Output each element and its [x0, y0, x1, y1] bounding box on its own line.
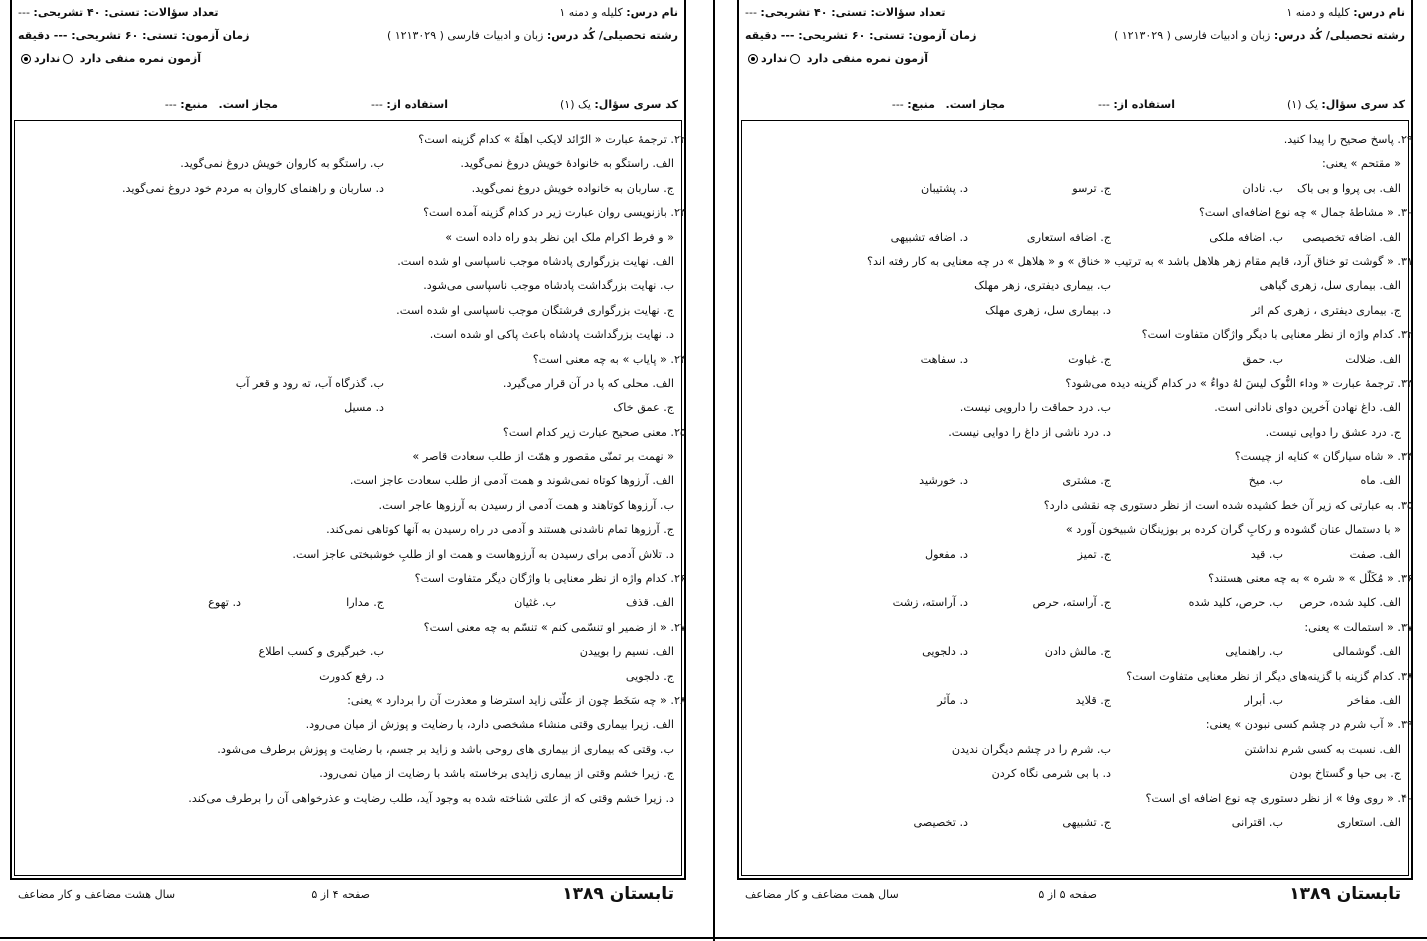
option-row — [741, 396, 1413, 420]
series-value: یک (۱) — [1286, 98, 1318, 111]
question-quote: « مقتحم » یعنی: — [1321, 157, 1401, 171]
radio-yes-icon — [790, 54, 800, 64]
option[interactable]: الف. نسبت به کسی شرم نداشتن — [1244, 742, 1401, 756]
question-stem — [741, 665, 1413, 689]
question-number: ۳۹. — [1397, 718, 1413, 732]
question-number: ۳۵. — [1397, 498, 1413, 512]
option[interactable]: الف. کلید شده، حرص — [1299, 596, 1401, 610]
question-text: به عبارتی که زیر آن خط کشیده شده است از نظر دستوری چه نقشی دارد؟ — [1043, 498, 1394, 512]
question-stem — [741, 713, 1413, 737]
option[interactable]: ب. بیماری دیفتری، زهر مهلک — [974, 279, 1111, 293]
question-count-label: تعداد سؤالات: تستی: ۴۰ تشریحی: — [760, 6, 946, 19]
option-row — [14, 640, 686, 664]
option[interactable]: ب. گذرگاه آب، ته رود و قعر آب — [235, 376, 384, 390]
question-quote-row — [741, 152, 1413, 176]
option[interactable]: ب. شرم را در چشم دیگران ندیدن — [951, 742, 1111, 756]
question-number: ۲۲. — [670, 133, 686, 146]
usage-value: --- — [1097, 98, 1110, 111]
option-row — [14, 591, 686, 615]
question-text: کدام واژه از نظر معنایی با واژگان دیگر متفاوت است؟ — [414, 572, 667, 586]
question-text: « آب شرم در چشم کسی نبودن » یعنی: — [1205, 718, 1394, 732]
time-label: زمان آزمون: تستی: ۶۰ تشریحی: --- دقیقه — [745, 29, 977, 42]
question-text: کدام گزینه با گزینه‌های دیگر از نظر معنایی متفاوت است؟ — [1126, 669, 1394, 683]
option[interactable]: ج. مشتری — [1062, 474, 1111, 488]
option[interactable]: د. خورشید — [919, 474, 968, 488]
option-row — [14, 250, 686, 274]
source-value: --- — [891, 98, 904, 111]
option[interactable]: ج. قلاید — [1075, 693, 1111, 707]
option[interactable]: الف. نسیم را بوییدن — [579, 645, 674, 659]
option[interactable]: د. مسیل — [344, 401, 384, 415]
question-text: « چه سَخَط چون از علّتی زاید استرضا و معذرت آن را بردارد » یعنی: — [347, 693, 667, 707]
option[interactable]: الف. گوشمالی — [1332, 645, 1401, 659]
option[interactable]: الف. بیماری سل، زهری گیاهی — [1259, 279, 1401, 293]
option-row — [14, 518, 686, 542]
page-divider — [713, 0, 715, 941]
option[interactable]: ج. نهایت بزرگواری فرشتگان موجب ناسپاسی او شده است. — [396, 303, 674, 317]
source-label: منبع: — [180, 98, 208, 111]
option-row — [14, 152, 686, 176]
option[interactable]: ب. وقتی که بیماری از بیماری های روحی باشد و زاید بر جسم، با رضایت و پوزش برطرف می‌شود. — [217, 742, 674, 756]
option[interactable]: د. دلجویی — [922, 645, 968, 659]
option-row — [741, 348, 1413, 372]
negative-no-label: ندارد — [34, 52, 61, 65]
option-row — [741, 177, 1413, 201]
question-number: ۲۵. — [670, 425, 686, 439]
question-count-value: --- — [745, 6, 757, 19]
option[interactable]: ج. مالش دادن — [1044, 645, 1111, 659]
question-text: « پایاب » به چه معنی است؟ — [532, 352, 667, 366]
question-stem — [14, 616, 686, 640]
option[interactable]: ج. بی حیا و گستاخ بودن — [1289, 767, 1401, 781]
option-row — [741, 469, 1413, 493]
option-row — [14, 762, 686, 786]
question-text: کدام واژه از نظر معنایی با دیگر واژگان متفاوت است؟ — [1141, 328, 1394, 342]
question-stem — [741, 445, 1413, 469]
question-count-label: تعداد سؤالات: تستی: ۴۰ تشریحی: — [33, 6, 219, 19]
course-label: نام درس: — [1353, 6, 1405, 19]
option[interactable]: الف. بی پروا و بی باک — [1296, 181, 1401, 195]
course-value: کلیله و دمنه ۱ — [559, 6, 623, 19]
negative-mark-label: آزمون نمره منفی دارد — [79, 52, 202, 65]
question-text: « از ضمیر او تنسّمی کنم » تنسّم به چه معنی است؟ — [423, 620, 667, 634]
option[interactable]: د. مآثر — [937, 693, 968, 707]
allowed-label: مجاز است. — [218, 98, 278, 111]
question-stem — [14, 201, 686, 225]
option[interactable]: ج. غباوت — [1068, 352, 1111, 366]
option[interactable]: ب. اضافه ملکی — [1209, 230, 1283, 244]
option[interactable]: ج. عمق خاک — [613, 401, 674, 415]
option[interactable]: الف. داغ نهادن آخرین دوای نادانی است. — [1214, 401, 1401, 415]
option[interactable]: ج. تشبیهی — [1062, 815, 1111, 829]
option[interactable]: ب. آرزوها کوتاهند و همت آدمی از رسیدن به آرزوها عاجر است. — [378, 498, 674, 512]
option-row — [741, 640, 1413, 664]
option-row — [741, 738, 1413, 762]
option[interactable]: د. با بی شرمی نگاه کردن — [991, 767, 1111, 781]
option[interactable]: ج. تمیز — [1077, 547, 1111, 561]
option-row — [14, 665, 686, 689]
option[interactable]: ج. درد عشق را دوایی نیست. — [1265, 425, 1401, 439]
option-row — [741, 274, 1413, 298]
option[interactable]: د. رفع کدورت — [319, 669, 384, 683]
exam-page — [727, 0, 1427, 941]
question-count-value: --- — [18, 6, 30, 19]
question-number: ۲۶. — [670, 572, 686, 586]
question-quote-row — [14, 445, 686, 469]
option[interactable]: د. مفعول — [924, 547, 968, 561]
question-stem — [741, 787, 1413, 811]
option[interactable]: ج. آراسته، حرص — [1032, 596, 1111, 610]
option[interactable]: الف. قذف — [625, 596, 674, 610]
question-text: « شاه سیارگان » کنایه از چیست؟ — [1234, 450, 1394, 464]
question-text: « مُکَلّل » « شره » به چه معنی هستند؟ — [1208, 572, 1394, 586]
radio-no-icon — [21, 54, 31, 64]
question-text: « روی وفا » از نظر دستوری چه نوع اضافه ای است؟ — [1145, 791, 1394, 805]
option-row — [741, 762, 1413, 786]
question-text: « استمالت » یعنی: — [1304, 620, 1394, 634]
option[interactable]: ب. میخ — [1248, 474, 1283, 488]
page-number: صفحه ۴ از ۵ — [311, 888, 370, 901]
option[interactable]: ج. آرزوها تمام ناشدنی هستند و آدمی در راه رسیدن به آنها کوتاهی نمی‌کند. — [326, 523, 674, 537]
option[interactable]: ج. ترسو — [1072, 181, 1111, 195]
option-row — [741, 299, 1413, 323]
option[interactable]: ب. قید — [1250, 547, 1283, 561]
question-stem — [741, 250, 1413, 274]
question-number: ۲۴. — [670, 352, 686, 366]
question-stem — [14, 689, 686, 713]
page-footer — [737, 884, 1413, 908]
question-number: ۳۴. — [1397, 450, 1413, 464]
option[interactable]: د. نهایت بزرگداشت پادشاه باعث پاکی او شده است. — [429, 328, 674, 342]
option[interactable]: الف. ماه — [1360, 474, 1401, 488]
question-quote-row — [14, 226, 686, 250]
question-text: ترجمهٔ عبارت « وداء النُّوک لیسَ لهُ دواءُ » در کدام گزینه دیده می‌شود؟ — [1065, 376, 1394, 390]
option-row — [14, 494, 686, 518]
question-number: ۳۱. — [1397, 254, 1413, 268]
option[interactable]: د. اضافه تشبیهی — [890, 230, 968, 244]
option-row — [14, 372, 686, 396]
option[interactable]: ب. أبرار — [1244, 693, 1283, 707]
option[interactable]: الف. اضافه تخصیصی — [1302, 230, 1401, 244]
option[interactable]: الف. صفت — [1349, 547, 1401, 561]
option-row — [14, 713, 686, 737]
option[interactable]: ب. نادان — [1242, 181, 1283, 195]
option[interactable]: الف. آرزوها کوتاه نمی‌شوند و همت آدمی از طلب سعادت عاجز است. — [349, 474, 674, 488]
option[interactable]: ب. غثیان — [514, 596, 556, 610]
source-value: --- — [164, 98, 177, 111]
field-label: رشته تحصیلی/ کُد درس: — [1273, 29, 1405, 42]
option-row — [741, 543, 1413, 567]
year-slogan: سال همت مضاعف و کار مضاعف — [745, 888, 899, 901]
option-row — [14, 299, 686, 323]
question-number: ۲۳. — [670, 206, 686, 220]
question-number: ۳۲. — [1397, 328, 1413, 342]
series-label: کد سری سؤال: — [1321, 98, 1405, 111]
page-number: صفحه ۵ از ۵ — [1038, 888, 1097, 901]
option-row — [14, 396, 686, 420]
time-label: زمان آزمون: تستی: ۶۰ تشریحی: --- دقیقه — [18, 29, 250, 42]
exam-header — [18, 2, 678, 118]
question-stem — [14, 421, 686, 445]
question-stem — [741, 567, 1413, 591]
option[interactable]: ب. راستگو به کاروان خویش دروغ نمی‌گوید. — [180, 157, 384, 171]
option[interactable]: الف. زیرا بیماری وقتی منشاء مشخصی دارد، با رضایت و پوزش از میان می‌رود. — [305, 718, 674, 732]
option[interactable]: د. تخصیصی — [913, 815, 968, 829]
option[interactable]: ج. بیماری دیفتری ، زهری کم اثر — [1251, 303, 1401, 317]
question-stem — [741, 323, 1413, 347]
series-value: یک (۱) — [559, 98, 591, 111]
option[interactable]: د. تهوع — [208, 596, 241, 610]
option[interactable]: د. آراسته، زشت — [892, 596, 968, 610]
option[interactable]: الف. نهایت بزرگواری پادشاه موجب ناسپاسی او شده است. — [397, 254, 674, 268]
option[interactable]: ج. زیرا خشم وقتی از بیماری زایدی برخاسته باشد با رضایت از میان نمی‌رود. — [319, 767, 674, 781]
option[interactable]: ب. نهایت بزرگداشت پادشاه موجب ناسپاسی می‌شود. — [423, 279, 674, 293]
question-number: ۴۰. — [1397, 791, 1413, 805]
question-list — [741, 128, 1413, 835]
question-text: « گوشت تو خناق آرد، قایم مقام زهر هلاهل باشد » به ترتیب « خناق » و « هلاهل » در چه معنایی به کار رفته اند؟ — [867, 254, 1394, 268]
option[interactable]: ب. درد حماقت را دارویی نیست. — [959, 401, 1111, 415]
question-stem — [741, 201, 1413, 225]
option-row — [14, 787, 686, 811]
question-number: ۲۸. — [670, 693, 686, 707]
option[interactable]: الف. محلی که پا در آن قرار می‌گیرد. — [502, 376, 674, 390]
option-row — [741, 591, 1413, 615]
option[interactable]: الف. استعاری — [1336, 815, 1401, 829]
radio-no-icon — [748, 54, 758, 64]
question-quote: « و فرط اکرام ملک این نظر بدو راه داده است » — [445, 230, 674, 244]
question-stem — [741, 128, 1413, 152]
usage-label: استفاده از: — [386, 98, 448, 111]
usage-value: --- — [370, 98, 383, 111]
exam-season: تابستان ۱۳۸۹ — [562, 884, 674, 904]
option-row — [14, 274, 686, 298]
usage-label: استفاده از: — [1113, 98, 1175, 111]
option[interactable]: د. بیماری سل، زهری مهلک — [985, 303, 1111, 317]
question-number: ۲۹. — [1397, 133, 1413, 146]
question-text: ترجمهٔ عبارت « الرّائد لایکب اهلَهُ » کدام گزینه است؟ — [418, 133, 667, 146]
field-label: رشته تحصیلی/ کُد درس: — [546, 29, 678, 42]
question-stem — [741, 616, 1413, 640]
series-label: کد سری سؤال: — [594, 98, 678, 111]
option[interactable]: د. سفاهت — [920, 352, 968, 366]
option[interactable]: د. درد ناشی از داغ را دوایی نیست. — [948, 425, 1111, 439]
year-slogan: سال هشت مضاعف و کار مضاعف — [18, 888, 176, 901]
option-row — [741, 689, 1413, 713]
option-row — [14, 177, 686, 201]
field-value: زبان و ادبیات فارسی ( ۱۲۱۳۰۲۹ ) — [1113, 29, 1271, 42]
option-row — [741, 421, 1413, 445]
page-footer — [10, 884, 686, 908]
question-number: ۳۸. — [1397, 669, 1413, 683]
question-stem — [741, 372, 1413, 396]
question-text: معنی صحیح عبارت زیر کدام است؟ — [502, 425, 667, 439]
course-label: نام درس: — [626, 6, 678, 19]
option[interactable]: الف. راستگو به خانوادهٔ خویش دروغ نمی‌گوید. — [460, 157, 674, 171]
radio-yes-icon — [63, 54, 73, 64]
option[interactable]: د. زیرا خشم وقتی که از علتی شناخته شده به وجود آید، طلب رضایت و عذرخواهی آن را برطرف می‌کند. — [188, 791, 674, 805]
option-row — [741, 226, 1413, 250]
exam-header — [745, 2, 1405, 118]
option[interactable]: الف. مفاخر — [1347, 693, 1401, 707]
question-text: بازنویسی روان عبارت زیر در کدام گزینه آمده است؟ — [423, 206, 667, 220]
course-value: کلیله و دمنه ۱ — [1286, 6, 1350, 19]
question-quote: « نهمت بر تمنّی مقصور و همّت از طلب سعادت قاصر » — [412, 450, 674, 464]
question-quote-row — [741, 518, 1413, 542]
question-quote: « با دستمال عنان گشوده و رکابِ گران کرده بر بوزینگان شبیخون آورد » — [1065, 523, 1401, 537]
option[interactable]: ج. دلجویی — [625, 669, 674, 683]
allowed-label: مجاز است. — [945, 98, 1005, 111]
option[interactable]: ب. راهنمایی — [1225, 645, 1283, 659]
question-text: « مشاطهٔ جمال » چه نوع اضافه‌ای است؟ — [1198, 206, 1394, 220]
question-number: ۳۶. — [1397, 572, 1413, 586]
option-row — [14, 543, 686, 567]
question-number: ۲۷. — [670, 620, 686, 634]
option[interactable]: ج. مدارا — [346, 596, 384, 610]
question-text: پاسخ صحیح را پیدا کنید. — [1283, 133, 1394, 146]
exam-season: تابستان ۱۳۸۹ — [1289, 884, 1401, 904]
exam-page — [0, 0, 700, 941]
question-list — [14, 128, 686, 811]
source-label: منبع: — [907, 98, 935, 111]
question-stem — [14, 567, 686, 591]
option[interactable]: د. ساربان و راهنمای کاروان به مردم خود دروغ نمی‌گوید. — [121, 181, 384, 195]
negative-mark-label: آزمون نمره منفی دارد — [806, 52, 929, 65]
option-row — [14, 469, 686, 493]
field-value: زبان و ادبیات فارسی ( ۱۲۱۳۰۲۹ ) — [386, 29, 544, 42]
question-number: ۳۳. — [1397, 376, 1413, 390]
option[interactable]: د. پشتیبان — [921, 181, 968, 195]
option[interactable]: ج. ساربان به خانواده خویش دروغ نمی‌گوید. — [471, 181, 674, 195]
option[interactable]: ج. اضافه استعاری — [1026, 230, 1111, 244]
question-number: ۳۷. — [1397, 620, 1413, 634]
option[interactable]: ب. خبرگیری و کسب اطلاع — [258, 645, 384, 659]
option[interactable]: ب. حرص، کلید شده — [1188, 596, 1283, 610]
question-stem — [741, 494, 1413, 518]
question-number: ۳۰. — [1397, 206, 1413, 220]
option-row — [14, 738, 686, 762]
option[interactable]: ب. اقترانی — [1231, 815, 1283, 829]
option[interactable]: ب. حمق — [1242, 352, 1283, 366]
negative-no-label: ندارد — [761, 52, 788, 65]
option[interactable]: الف. ضلالت — [1345, 352, 1401, 366]
option[interactable]: د. تلاش آدمی برای رسیدن به آرزوهاست و همت او از طلبِ خوشبختی عاجز است. — [292, 547, 674, 561]
question-stem — [14, 128, 686, 152]
option-row — [741, 811, 1413, 835]
question-stem — [14, 348, 686, 372]
option-row — [14, 323, 686, 347]
